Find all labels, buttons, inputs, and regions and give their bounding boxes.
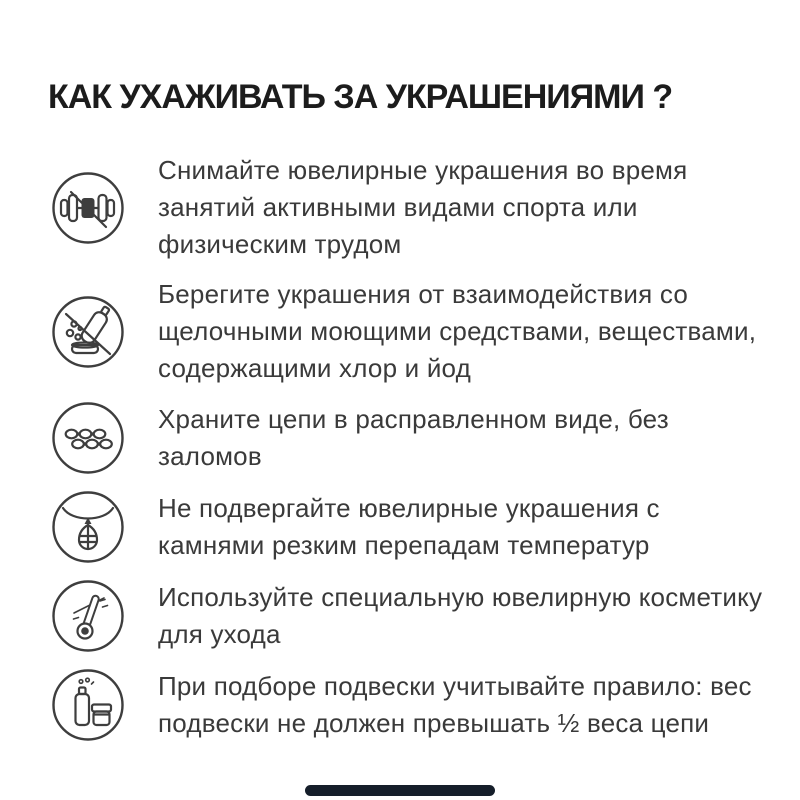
tip-line: Снимайте ювелирные украшения во время xyxy=(158,155,688,185)
list-item xyxy=(50,152,790,263)
tip-line: Храните цепи в расправленном виде, без xyxy=(158,404,669,434)
tip-line: содержащими хлор и йод xyxy=(158,353,471,383)
tip-text xyxy=(158,401,669,475)
tip-line: заломов xyxy=(158,441,262,471)
list-item xyxy=(50,276,790,387)
no-dumbbell-icon xyxy=(50,170,126,246)
tip-text xyxy=(158,490,660,564)
tip-text xyxy=(158,276,756,387)
tips-list xyxy=(50,152,790,743)
home-indicator xyxy=(305,785,495,796)
tip-line: Не подвергайте ювелирные украшения с xyxy=(158,493,660,523)
tip-line: При подборе подвески учитывайте правило: вес xyxy=(158,671,752,701)
tip-text xyxy=(158,579,762,653)
tip-line: камнями резким перепадам температур xyxy=(158,530,650,560)
list-item xyxy=(50,400,790,476)
list-item xyxy=(50,667,790,743)
tip-line: для ухода xyxy=(158,619,281,649)
list-item xyxy=(50,578,790,654)
pendant-necklace-icon xyxy=(50,489,126,565)
straight-chain-icon xyxy=(50,400,126,476)
tip-line: физическим трудом xyxy=(158,229,402,259)
no-detergent-icon xyxy=(50,294,126,370)
tip-line: занятий активными видами спорта или xyxy=(158,192,638,222)
bottle-and-jar-icon xyxy=(50,667,126,743)
tip-text xyxy=(158,152,687,263)
tip-line: Используйте специальную ювелирную косметику xyxy=(158,582,763,612)
page-title: КАК УХАЖИВАТЬ ЗА УКРАШЕНИЯМИ ? xyxy=(48,78,673,116)
tip-text xyxy=(158,668,752,742)
list-item xyxy=(50,489,790,565)
jewelry-cosmetics-thermometer-icon xyxy=(50,578,126,654)
tip-line: подвески не должен превышать ½ веса цепи xyxy=(158,708,710,738)
tip-line: щелочными моющими средствами, веществами, xyxy=(158,316,757,346)
tip-line: Берегите украшения от взаимодействия со xyxy=(158,279,689,309)
